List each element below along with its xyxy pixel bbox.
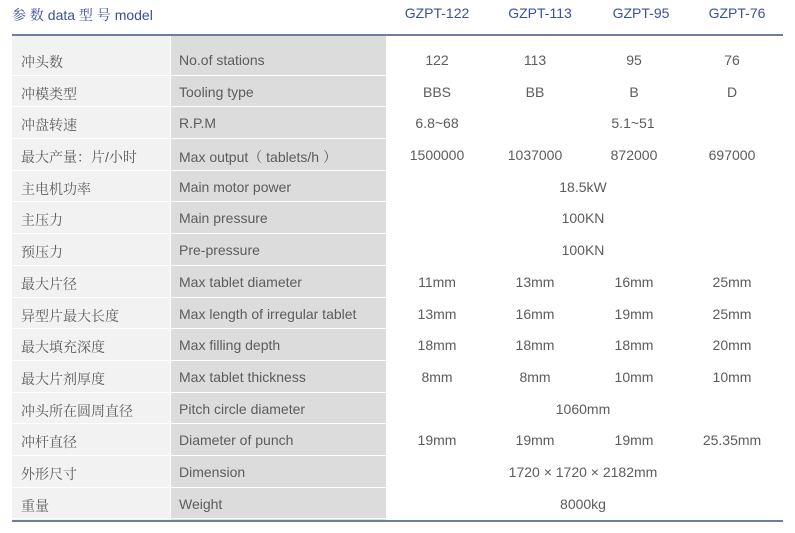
row-value: 16mm xyxy=(515,305,555,322)
row-value-merged: 8000kg xyxy=(560,495,606,512)
row-label-en: Max tablet thickness xyxy=(179,368,306,385)
model-header-3: GZPT-95 xyxy=(612,5,670,21)
row-label-en: Max filling depth xyxy=(179,337,281,354)
table-row xyxy=(12,234,783,266)
table-row xyxy=(12,76,783,108)
bottom-divider xyxy=(12,520,783,522)
row-value: 18mm xyxy=(614,337,654,354)
row-label-cn: 主电机功率 xyxy=(21,180,91,197)
row-value: 18mm xyxy=(515,337,555,354)
table-row xyxy=(12,107,783,139)
row-label-en: Pre-pressure xyxy=(179,242,260,259)
row-value: 16mm xyxy=(614,273,654,290)
spec-table xyxy=(12,44,783,519)
table-row xyxy=(12,488,783,520)
row-value: 113 xyxy=(523,52,547,68)
header-title: 参 数 data 型 号 model xyxy=(12,7,153,23)
row-value: 20mm xyxy=(712,337,752,354)
table-row xyxy=(12,266,783,298)
table-row xyxy=(12,44,783,76)
row-label-cn: 外形尺寸 xyxy=(21,465,77,482)
row-value-merged: 1720 × 1720 × 2182mm xyxy=(508,463,658,480)
table-row xyxy=(12,171,783,203)
table-row xyxy=(12,361,783,393)
model-header-2: GZPT-113 xyxy=(508,5,572,21)
row-value: 122 xyxy=(425,52,449,68)
row-value: BBS xyxy=(422,83,452,100)
row-label-en: No.of stations xyxy=(179,52,265,68)
row-label-cn: 冲盘转速 xyxy=(21,117,77,134)
row-value: 11mm xyxy=(418,273,456,290)
table-row xyxy=(12,298,783,330)
row-value: BB xyxy=(525,83,545,100)
row-label-en: Main pressure xyxy=(179,210,268,227)
row-label-en: Tooling type xyxy=(179,83,254,100)
row-value: 13mm xyxy=(515,273,555,290)
table-row xyxy=(12,424,783,456)
table-header xyxy=(0,0,795,30)
row-label-cn: 冲头所在圆周直径 xyxy=(21,402,133,419)
row-label-en: Weight xyxy=(179,495,223,512)
row-value: 1037000 xyxy=(507,147,563,164)
row-label-en: Dimension xyxy=(179,463,246,480)
row-label-en: Max tablet diameter xyxy=(179,273,302,290)
table-row xyxy=(12,202,783,234)
row-label-cn: 重量 xyxy=(21,497,49,514)
row-value-merged: 1060mm xyxy=(555,400,611,417)
model-header-1: GZPT-122 xyxy=(404,5,470,21)
row-value: 19mm xyxy=(614,432,654,449)
row-label-cn: 异型片最大长度 xyxy=(21,307,119,324)
row-value: 95 xyxy=(626,52,642,68)
row-label-cn: 最大片剂厚度 xyxy=(21,370,105,387)
row-label-cn: 冲头数 xyxy=(21,54,63,70)
row-label-cn: 预压力 xyxy=(21,244,63,261)
row-value: 10mm xyxy=(614,368,654,385)
row-value: 18mm xyxy=(417,337,457,354)
row-value-merged: 18.5kW xyxy=(559,178,607,195)
model-header-4: GZPT-76 xyxy=(708,5,766,21)
row-label-cn: 最大填充深度 xyxy=(21,339,105,356)
row-value: 13mm xyxy=(417,305,457,322)
row-value: 8mm xyxy=(519,368,551,385)
table-row xyxy=(12,139,783,171)
row-value: 19mm xyxy=(614,305,654,322)
row-value: B xyxy=(629,83,639,100)
row-value: 19mm xyxy=(417,432,457,449)
row-label-en: R.P.M xyxy=(179,115,217,132)
row-label-en: Max length of irregular tablet xyxy=(179,305,357,322)
table-row xyxy=(12,393,783,425)
row-value: 8mm xyxy=(421,368,453,385)
row-label-cn: 最大片径 xyxy=(21,275,77,292)
row-value: 76 xyxy=(724,52,740,68)
row-value-merged: 100KN xyxy=(561,210,605,227)
row-value: 1500000 xyxy=(409,147,465,164)
row-value: 25.35mm xyxy=(702,432,762,449)
row-value: 10mm xyxy=(712,368,752,385)
table-row xyxy=(12,456,783,488)
row-value: 25mm xyxy=(712,305,752,322)
row-label-cn: 冲杆直径 xyxy=(21,434,77,451)
row-value-merged: 5.1~51 xyxy=(611,115,655,132)
row-label-cn: 冲模类型 xyxy=(21,85,77,102)
row-label-en: Main motor power xyxy=(179,178,292,195)
row-value: 25mm xyxy=(712,273,752,290)
row-label-cn: 主压力 xyxy=(21,212,63,229)
row-value: 872000 xyxy=(610,147,658,164)
row-label-cn: 最大产量：片/小时 xyxy=(21,149,137,166)
row-value-merged: 100KN xyxy=(561,242,605,259)
row-label-en: Pitch circle diameter xyxy=(179,400,306,417)
table-row xyxy=(12,329,783,361)
row-value: D xyxy=(726,83,738,100)
row-value: 19mm xyxy=(515,432,555,449)
row-value: 697000 xyxy=(708,147,756,164)
row-label-en: Max output（ tablets/h ） xyxy=(179,149,337,166)
row-value: 6.8~68 xyxy=(415,115,459,132)
row-label-en: Diameter of punch xyxy=(179,432,294,449)
